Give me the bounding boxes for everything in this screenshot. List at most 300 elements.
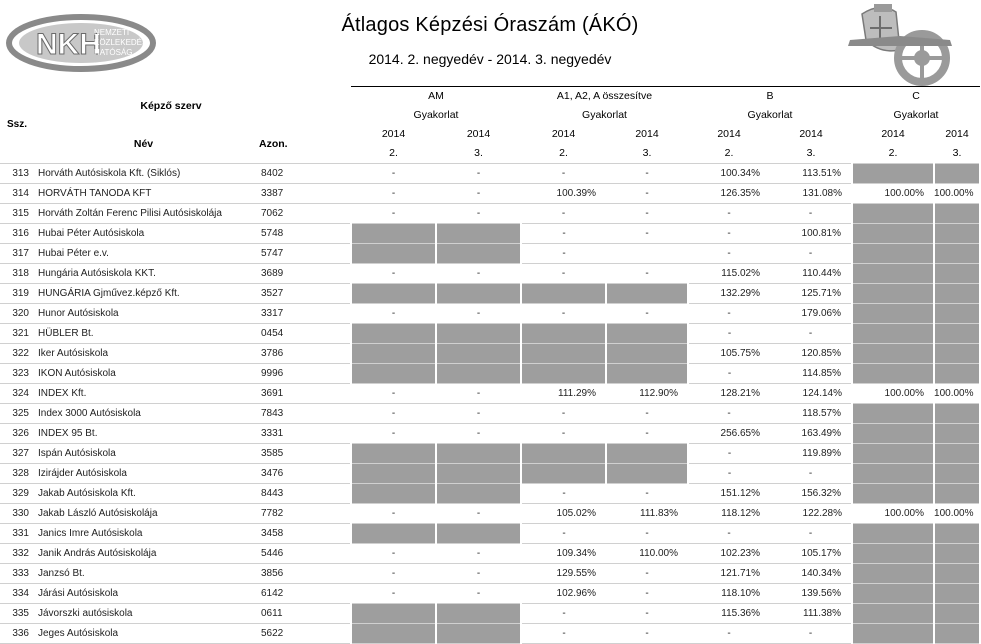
- row-nev: Janzsó Bt.: [34, 564, 253, 584]
- row-ssz: 327: [0, 444, 34, 464]
- col-quarter: 2.: [389, 147, 398, 160]
- empty-cell: [934, 564, 980, 584]
- row-ssz: 325: [0, 404, 34, 424]
- col-ssz: Ssz.: [6, 119, 27, 131]
- row-ssz: 331: [0, 524, 34, 544]
- value-cell: -: [688, 364, 770, 384]
- value-cell: -: [688, 524, 770, 544]
- value-cell: -: [351, 204, 436, 224]
- empty-cell: [852, 524, 934, 544]
- empty-cell: [934, 404, 980, 424]
- row-nev: Horváth Zoltán Ferenc Pilisi Autósiskolája: [34, 204, 253, 224]
- row-azon: 3527: [253, 284, 351, 304]
- table-row: [0, 504, 980, 524]
- table-row: [0, 384, 980, 404]
- value-cell: -: [436, 584, 521, 604]
- table-row: [0, 604, 980, 624]
- value-cell: -: [606, 224, 688, 244]
- value-cell: 118.57%: [770, 404, 852, 424]
- empty-cell: [606, 324, 688, 344]
- value-cell: -: [436, 384, 521, 404]
- table-row: [0, 304, 980, 324]
- value-cell: -: [521, 404, 606, 424]
- empty-cell: [852, 224, 934, 244]
- empty-cell: [852, 404, 934, 424]
- empty-cell: [934, 624, 980, 644]
- row-ssz: 316: [0, 224, 34, 244]
- col-nev: Név: [133, 137, 154, 150]
- col-group-a: A1, A2, A összesítve: [521, 87, 688, 106]
- value-cell: -: [351, 564, 436, 584]
- empty-cell: [934, 464, 980, 484]
- col-gyakorlat-b: Gyakorlat: [747, 109, 793, 121]
- table-row: [0, 364, 980, 384]
- empty-cell: [351, 624, 436, 644]
- value-cell: -: [688, 224, 770, 244]
- value-cell: 129.55%: [521, 564, 606, 584]
- empty-cell: [436, 444, 521, 464]
- value-cell: -: [688, 464, 770, 484]
- value-cell: 100.34%: [688, 164, 770, 184]
- empty-cell: [934, 584, 980, 604]
- table-row: [0, 264, 980, 284]
- table-row: [0, 624, 980, 644]
- row-nev: INDEX Kft.: [34, 384, 253, 404]
- value-cell: -: [606, 424, 688, 444]
- row-nev: Jeges Autósiskola: [34, 624, 253, 644]
- row-nev: Horváth Autósiskola Kft. (Siklós): [34, 164, 253, 184]
- value-cell: 256.65%: [688, 424, 770, 444]
- row-ssz: 318: [0, 264, 34, 284]
- value-cell: 131.08%: [770, 184, 852, 204]
- row-azon: 8443: [253, 484, 351, 504]
- empty-cell: [606, 344, 688, 364]
- table-row: [0, 564, 980, 584]
- row-azon: 7782: [253, 504, 351, 524]
- row-azon: 5622: [253, 624, 351, 644]
- value-cell: -: [688, 624, 770, 644]
- table-body: [0, 164, 980, 644]
- value-cell: 105.02%: [521, 504, 606, 524]
- row-ssz: 332: [0, 544, 34, 564]
- value-cell: -: [521, 224, 606, 244]
- empty-cell: [934, 444, 980, 464]
- col-azon: Azon.: [259, 137, 288, 150]
- value-cell: -: [606, 564, 688, 584]
- value-cell: -: [521, 424, 606, 444]
- row-azon: 7062: [253, 204, 351, 224]
- value-cell: 120.85%: [770, 344, 852, 364]
- empty-cell: [351, 524, 436, 544]
- empty-cell: [351, 444, 436, 464]
- table-row: [0, 164, 980, 184]
- empty-cell: [521, 344, 606, 364]
- value-cell: 102.23%: [688, 544, 770, 564]
- col-kepzo-szerv: Képző szerv: [140, 99, 202, 112]
- row-azon: 6142: [253, 584, 351, 604]
- row-ssz: 324: [0, 384, 34, 404]
- value-cell: 109.34%: [521, 544, 606, 564]
- row-ssz: 315: [0, 204, 34, 224]
- row-ssz: 329: [0, 484, 34, 504]
- empty-cell: [351, 344, 436, 364]
- value-cell: 105.75%: [688, 344, 770, 364]
- empty-cell: [934, 304, 980, 324]
- row-ssz: 333: [0, 564, 34, 584]
- value-cell: -: [606, 164, 688, 184]
- value-cell: -: [688, 304, 770, 324]
- value-cell: -: [351, 304, 436, 324]
- value-cell: -: [351, 384, 436, 404]
- row-nev: Index 3000 Autósiskola: [34, 404, 253, 424]
- empty-cell: [606, 444, 688, 464]
- value-cell: -: [521, 204, 606, 224]
- empty-cell: [852, 484, 934, 504]
- value-cell: 112.90%: [606, 384, 688, 404]
- value-cell: 115.36%: [688, 604, 770, 624]
- empty-cell: [934, 524, 980, 544]
- table-row: [0, 404, 980, 424]
- table-row: [0, 224, 980, 244]
- value-cell: -: [606, 404, 688, 424]
- value-cell: 139.56%: [770, 584, 852, 604]
- row-ssz: 322: [0, 344, 34, 364]
- value-cell: 100.81%: [770, 224, 852, 244]
- row-nev: Hungária Autósiskola KKT.: [34, 264, 253, 284]
- value-cell: -: [688, 444, 770, 464]
- row-nev: IKON Autósiskola: [34, 364, 253, 384]
- row-azon: 9996: [253, 364, 351, 384]
- empty-cell: [852, 164, 934, 184]
- col-quarter: 3.: [474, 147, 483, 160]
- empty-cell: [852, 624, 934, 644]
- value-cell: -: [351, 184, 436, 204]
- empty-cell: [934, 344, 980, 364]
- empty-cell: [852, 464, 934, 484]
- value-cell: 110.44%: [770, 264, 852, 284]
- row-nev: Izirájder Autósiskola: [34, 464, 253, 484]
- col-gyakorlat-am: Gyakorlat: [413, 109, 459, 121]
- value-cell: -: [436, 424, 521, 444]
- empty-cell: [934, 284, 980, 304]
- value-cell: -: [770, 524, 852, 544]
- value-cell: 111.83%: [606, 504, 688, 524]
- value-cell: [606, 244, 688, 264]
- page-title: Átlagos Képzési Óraszám (ÁKÓ): [341, 14, 639, 36]
- empty-cell: [852, 544, 934, 564]
- row-ssz: 330: [0, 504, 34, 524]
- empty-cell: [351, 224, 436, 244]
- row-ssz: 336: [0, 624, 34, 644]
- value-cell: 102.96%: [521, 584, 606, 604]
- value-cell: 105.17%: [770, 544, 852, 564]
- value-cell: 113.51%: [770, 164, 852, 184]
- value-cell: 128.21%: [688, 384, 770, 404]
- value-cell: -: [521, 304, 606, 324]
- row-azon: 8402: [253, 164, 351, 184]
- col-quarter: 2.: [559, 147, 568, 160]
- value-cell: -: [436, 164, 521, 184]
- row-azon: 5747: [253, 244, 351, 264]
- table-row: [0, 284, 980, 304]
- row-azon: 3317: [253, 304, 351, 324]
- value-cell: -: [436, 504, 521, 524]
- value-cell: -: [436, 304, 521, 324]
- table-header: [0, 87, 980, 164]
- value-cell: 111.38%: [770, 604, 852, 624]
- value-cell: 100.00%: [934, 384, 980, 404]
- empty-cell: [351, 464, 436, 484]
- value-cell: -: [606, 184, 688, 204]
- value-cell: 100.00%: [852, 384, 934, 404]
- value-cell: -: [606, 484, 688, 504]
- empty-cell: [521, 464, 606, 484]
- value-cell: 114.85%: [770, 364, 852, 384]
- value-cell: 100.00%: [934, 504, 980, 524]
- value-cell: -: [521, 484, 606, 504]
- empty-cell: [436, 224, 521, 244]
- row-ssz: 335: [0, 604, 34, 624]
- value-cell: 110.00%: [606, 544, 688, 564]
- col-year: 2014: [881, 128, 905, 140]
- empty-cell: [934, 604, 980, 624]
- value-cell: 163.49%: [770, 424, 852, 444]
- value-cell: 100.00%: [934, 184, 980, 204]
- empty-cell: [436, 344, 521, 364]
- value-cell: -: [606, 584, 688, 604]
- row-azon: 5748: [253, 224, 351, 244]
- value-cell: -: [521, 524, 606, 544]
- value-cell: 156.32%: [770, 484, 852, 504]
- empty-cell: [852, 364, 934, 384]
- value-cell: 126.35%: [688, 184, 770, 204]
- value-cell: 151.12%: [688, 484, 770, 504]
- col-quarter: 3.: [806, 147, 816, 160]
- value-cell: -: [606, 264, 688, 284]
- value-cell: 132.29%: [688, 284, 770, 304]
- col-year: 2014: [717, 128, 741, 140]
- empty-cell: [852, 204, 934, 224]
- empty-cell: [436, 484, 521, 504]
- value-cell: -: [351, 504, 436, 524]
- value-cell: -: [770, 204, 852, 224]
- empty-cell: [934, 424, 980, 444]
- empty-cell: [852, 264, 934, 284]
- row-nev: HUNGÁRIA Gjművez.képző Kft.: [34, 284, 253, 304]
- row-azon: 3689: [253, 264, 351, 284]
- empty-cell: [934, 264, 980, 284]
- row-nev: HORVÁTH TANODA KFT: [34, 184, 253, 204]
- empty-cell: [852, 284, 934, 304]
- value-cell: 119.89%: [770, 444, 852, 464]
- value-cell: 100.00%: [852, 184, 934, 204]
- row-ssz: 321: [0, 324, 34, 344]
- value-cell: -: [436, 404, 521, 424]
- row-nev: Hunor Autósiskola: [34, 304, 253, 324]
- empty-cell: [436, 604, 521, 624]
- row-ssz: 313: [0, 164, 34, 184]
- value-cell: -: [688, 324, 770, 344]
- page-subtitle: 2014. 2. negyedév - 2014. 3. negyedév: [368, 51, 612, 67]
- empty-cell: [934, 324, 980, 344]
- col-gyakorlat-a: Gyakorlat: [582, 109, 627, 121]
- row-nev: Járási Autósiskola: [34, 584, 253, 604]
- value-cell: -: [436, 184, 521, 204]
- empty-cell: [934, 484, 980, 504]
- table-row: [0, 444, 980, 464]
- table-row: [0, 344, 980, 364]
- col-year: 2014: [466, 128, 491, 140]
- value-cell: 124.14%: [770, 384, 852, 404]
- value-cell: -: [688, 204, 770, 224]
- col-group-am: AM: [351, 87, 521, 106]
- value-cell: -: [606, 204, 688, 224]
- row-ssz: 326: [0, 424, 34, 444]
- empty-cell: [852, 324, 934, 344]
- col-gyakorlat-c: Gyakorlat: [893, 109, 939, 121]
- value-cell: -: [521, 604, 606, 624]
- empty-cell: [351, 244, 436, 264]
- empty-cell: [436, 624, 521, 644]
- row-nev: Jakab László Autósiskolája: [34, 504, 253, 524]
- table-row: [0, 244, 980, 264]
- empty-cell: [436, 324, 521, 344]
- col-quarter: 3.: [642, 147, 652, 160]
- value-cell: -: [770, 244, 852, 264]
- value-cell: -: [351, 404, 436, 424]
- value-cell: -: [351, 584, 436, 604]
- col-quarter: 2.: [724, 147, 734, 160]
- empty-cell: [436, 244, 521, 264]
- value-cell: -: [436, 544, 521, 564]
- row-azon: 3786: [253, 344, 351, 364]
- col-quarter: 2.: [888, 147, 898, 160]
- empty-cell: [852, 564, 934, 584]
- value-cell: -: [436, 264, 521, 284]
- value-cell: 111.29%: [521, 384, 606, 404]
- row-ssz: 334: [0, 584, 34, 604]
- col-year: 2014: [551, 128, 576, 140]
- row-ssz: 314: [0, 184, 34, 204]
- value-cell: -: [436, 564, 521, 584]
- ako-table: [0, 86, 981, 644]
- row-azon: 7843: [253, 404, 351, 424]
- row-nev: HÜBLER Bt.: [34, 324, 253, 344]
- row-azon: 0611: [253, 604, 351, 624]
- value-cell: 118.10%: [688, 584, 770, 604]
- value-cell: 140.34%: [770, 564, 852, 584]
- value-cell: 118.12%: [688, 504, 770, 524]
- value-cell: -: [521, 624, 606, 644]
- row-azon: 3691: [253, 384, 351, 404]
- row-nev: Iker Autósiskola: [34, 344, 253, 364]
- empty-cell: [351, 484, 436, 504]
- row-azon: 0454: [253, 324, 351, 344]
- logo-line-2: KÖZLEKEDÉSI: [94, 38, 150, 47]
- value-cell: -: [351, 264, 436, 284]
- col-year: 2014: [635, 128, 659, 140]
- table-row: [0, 184, 980, 204]
- col-year: 2014: [381, 128, 406, 140]
- row-nev: Janics Imre Autósiskola: [34, 524, 253, 544]
- empty-cell: [521, 284, 606, 304]
- empty-cell: [436, 464, 521, 484]
- empty-cell: [852, 304, 934, 324]
- empty-cell: [934, 244, 980, 264]
- col-quarter: 3.: [952, 147, 962, 160]
- row-nev: Jakab Autósiskola Kft.: [34, 484, 253, 504]
- value-cell: -: [521, 264, 606, 284]
- row-ssz: 320: [0, 304, 34, 324]
- value-cell: 122.28%: [770, 504, 852, 524]
- row-azon: 3476: [253, 464, 351, 484]
- empty-cell: [852, 424, 934, 444]
- empty-cell: [606, 364, 688, 384]
- empty-cell: [934, 164, 980, 184]
- empty-cell: [852, 244, 934, 264]
- value-cell: -: [521, 164, 606, 184]
- value-cell: -: [606, 524, 688, 544]
- table-row: [0, 544, 980, 564]
- row-nev: Jávorszki autósiskola: [34, 604, 253, 624]
- table-row: [0, 424, 980, 444]
- empty-cell: [852, 444, 934, 464]
- empty-cell: [606, 464, 688, 484]
- table-row: [0, 524, 980, 544]
- row-ssz: 328: [0, 464, 34, 484]
- value-cell: -: [606, 604, 688, 624]
- empty-cell: [521, 324, 606, 344]
- value-cell: -: [351, 424, 436, 444]
- row-ssz: 317: [0, 244, 34, 264]
- row-azon: 5446: [253, 544, 351, 564]
- value-cell: 125.71%: [770, 284, 852, 304]
- empty-cell: [351, 324, 436, 344]
- empty-cell: [351, 364, 436, 384]
- value-cell: -: [770, 624, 852, 644]
- value-cell: 115.02%: [688, 264, 770, 284]
- value-cell: -: [606, 624, 688, 644]
- row-ssz: 319: [0, 284, 34, 304]
- empty-cell: [351, 284, 436, 304]
- table-row: [0, 584, 980, 604]
- empty-cell: [852, 584, 934, 604]
- value-cell: -: [436, 204, 521, 224]
- empty-cell: [521, 444, 606, 464]
- row-azon: 3585: [253, 444, 351, 464]
- value-cell: -: [770, 464, 852, 484]
- empty-cell: [436, 364, 521, 384]
- row-nev: Hubai Péter Autósiskola: [34, 224, 253, 244]
- row-nev: INDEX 95 Bt.: [34, 424, 253, 444]
- value-cell: -: [351, 164, 436, 184]
- row-nev: Hubai Péter e.v.: [34, 244, 253, 264]
- value-cell: 100.39%: [521, 184, 606, 204]
- empty-cell: [436, 524, 521, 544]
- col-group-c: C: [852, 87, 980, 106]
- empty-cell: [934, 544, 980, 564]
- empty-cell: [934, 364, 980, 384]
- empty-cell: [852, 604, 934, 624]
- col-year: 2014: [945, 128, 969, 140]
- value-cell: 121.71%: [688, 564, 770, 584]
- empty-cell: [934, 224, 980, 244]
- col-group-b: B: [688, 87, 852, 106]
- empty-cell: [852, 344, 934, 364]
- value-cell: -: [606, 304, 688, 324]
- value-cell: 179.06%: [770, 304, 852, 324]
- row-azon: 3458: [253, 524, 351, 544]
